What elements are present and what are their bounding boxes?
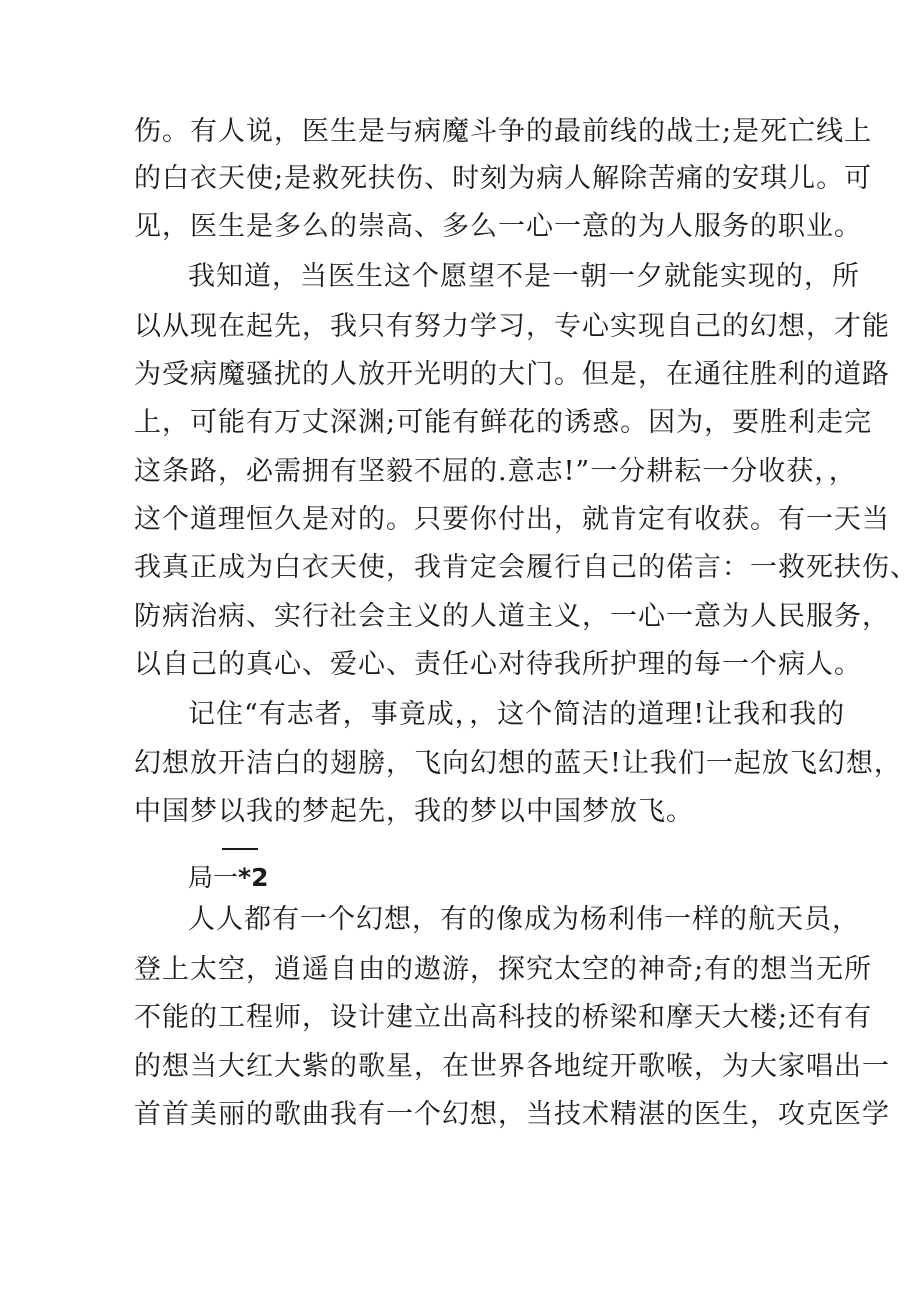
text-line: 人人都有一个幻想，有的像成为杨利伟一样的航天员， (188, 904, 860, 935)
text-line: 伤。有人说，医生是与病魔斗争的最前线的战士;是死亡线上 (134, 116, 873, 147)
text-line: 不能的工程师，设计建立出高科技的桥梁和摩天大楼;还有有 (134, 1002, 873, 1033)
text-line: 以从现在起先，我只有努力学习，专心实现自己的幻想，才能 (134, 311, 890, 342)
text-line: 上，可能有万丈深渊;可能有鲜花的诱惑。因为，要胜利走完 (134, 407, 873, 438)
section-heading (188, 860, 268, 896)
text-line: 为受病魔骚扰的人放开光明的大门。但是，在通往胜利的道路 (134, 359, 890, 390)
text-line: 以自己的真心、爱心、责任心对待我所护理的每一个病人。 (134, 649, 862, 680)
text-line: 记住“有志者，事竟成，，这个简洁的道理!让我和我的 (188, 699, 846, 730)
text-line: 幻想放开洁白的翅膀，飞向幻想的蓝天!让我们一起放飞幻想， (134, 748, 902, 779)
text-line: 的白衣天使;是救死扶伤、时刻为病人解除苦痛的安琪儿。可 (134, 163, 873, 194)
text-line: 这条路，必需拥有坚毅不屈的.意志!”一分耕耘一分收获，， (134, 456, 857, 487)
section-heading-prefix: 局一 (188, 863, 239, 892)
text-line: 见，医生是多么的崇高、多么一心一意的为人服务的职业。 (134, 211, 862, 242)
section-heading-number: *2 (238, 863, 269, 892)
text-line: 中国梦以我的梦起先，我的梦以中国梦放飞。 (134, 796, 694, 827)
text-line: 首首美丽的歌曲我有一个幻想，当技术精湛的医生，攻克医学 (134, 1099, 890, 1130)
text-line: 登上太空，逍遥自由的遨游，探究太空的神奇;有的想当无所 (134, 954, 873, 985)
text-line: 的想当大红大紫的歌星，在世界各地绽开歌喉，为大家唱出一 (134, 1051, 890, 1082)
section-separator (222, 848, 258, 850)
text-line: 我真正成为白衣天使，我肯定会履行自己的偌言：一救死扶伤、 (134, 552, 918, 583)
text-line: 我知道，当医生这个愿望不是一朝一夕就能实现的，所 (188, 261, 860, 292)
text-line: 防病治病、实行社会主义的人道主义，一心一意为人民服务， (134, 601, 890, 632)
text-line: 这个道理恒久是对的。只要你付出，就肯定有收获。有一天当 (134, 504, 890, 535)
